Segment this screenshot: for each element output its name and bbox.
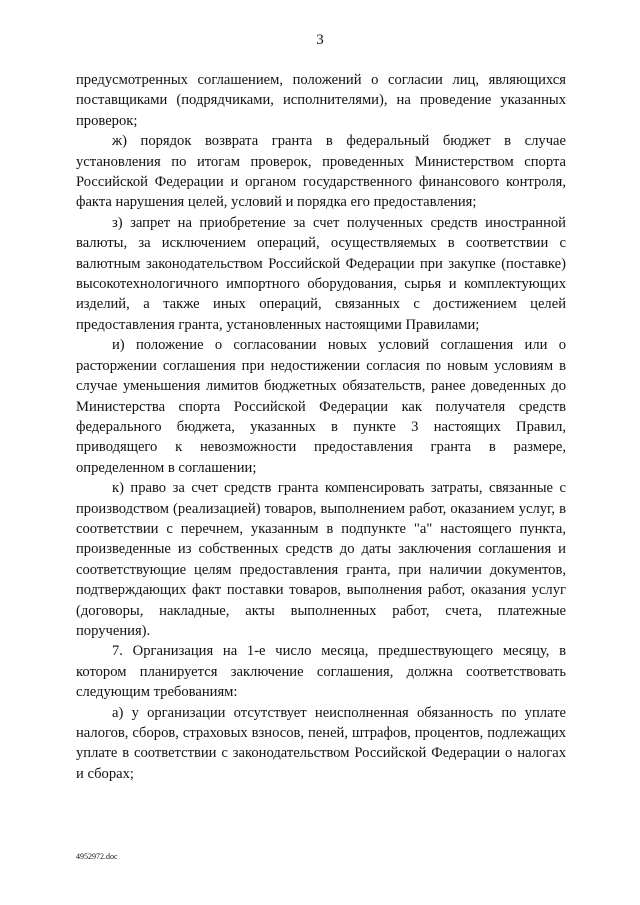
- paragraph-item-a: а) у организации отсутствует неисполненная обязанность по уплате налогов, сборов, страховых взносов, пеней, штрафов, процентов, подлежащих уплате в соответствии с законодательством Российской Федерации о налогах и сборах;: [76, 704, 566, 782]
- footer-filename: 4952972.doc: [76, 852, 118, 861]
- paragraph-item-zh: ж) порядок возврата гранта в федеральный бюджет в случае установления по итогам проверок, проведенных Министерством спорта Российской Федерации и органом государственного финансового контроля, факта нарушения целей, условий и порядка его предоставления;: [76, 133, 566, 211]
- document-body: [76, 70, 566, 784]
- paragraph-item-z: з) запрет на приобретение за счет полученных средств иностранной валюты, за исключением операций, осуществляемых в соответствии с валютным законодательством Российской Федерации при закупке (поставке) высокотехнологичного импортного оборудования, сырья и комплектующих изделий, а также иных операций, связанных с достижением целей предоставления гранта, установленных настоящими Правилами;: [76, 214, 566, 333]
- page-number: 3: [316, 32, 324, 48]
- paragraph-item-i: и) положение о согласовании новых условий соглашения или о расторжении соглашения при недостижении согласия по новым условиям в случае уменьшения лимитов бюджетных обязательств, ранее доведенных до Министерства спорта Российской Федерации как получателя средств федерального бюджета, указанных в пункте 3 настоящих Правил, приводящего к невозможности предоставления гранта в размере, определенном в соглашении;: [76, 337, 566, 476]
- paragraph-section-7: 7. Организация на 1-е число месяца, предшествующего месяцу, в котором планируется заключение соглашения, должна соответствовать следующим требованиям:: [76, 643, 566, 701]
- paragraph-continuation: предусмотренных соглашением, положений о согласии лиц, являющихся поставщиками (подрядчиками, исполнителями), на проведение указанных проверок;: [76, 72, 566, 129]
- paragraph-item-k: к) право за счет средств гранта компенсировать затраты, связанные с производством (реализацией) товаров, выполнением работ, оказанием услуг, в соответствии с перечнем, указанным в подпункте "а" настоящего пункта, произведенные из собственных средств до даты заключения соглашения и соответствующие целям предоставления гранта, при наличии документов, подтверждающих факт поставки товаров, выполнения работ, оказания услуг (договоры, накладные, акты выполненных работ, счета, платежные поручения).: [76, 480, 566, 639]
